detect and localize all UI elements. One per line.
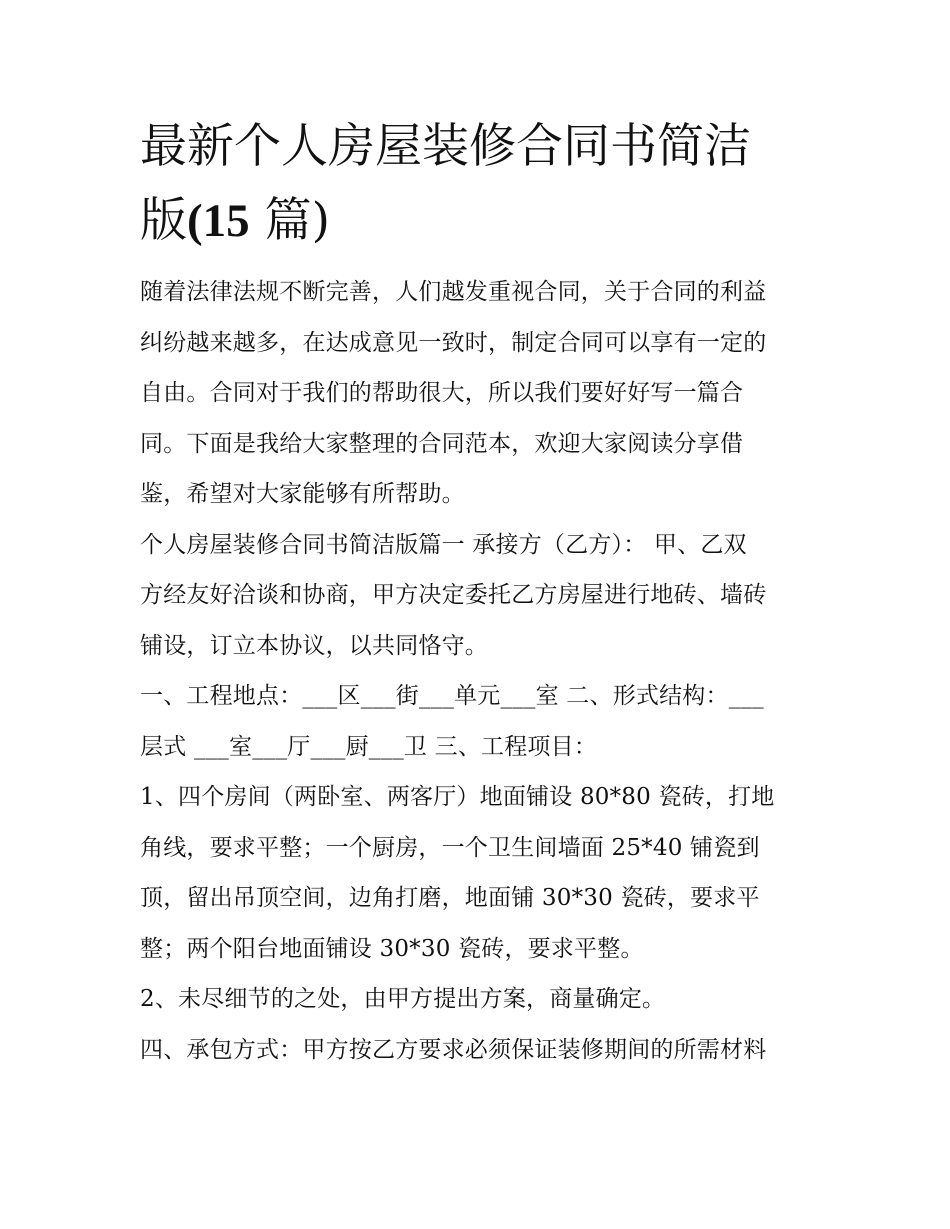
- document-page: [140, 110, 815, 1075]
- paragraph-line: 整；两个阳台地面铺设 30*30 瓷砖，要求平整。: [140, 935, 644, 962]
- title-line-2: [140, 184, 815, 258]
- paragraph-2: [140, 520, 815, 672]
- paragraph-4: [140, 772, 815, 974]
- document-body: [140, 267, 815, 1075]
- paragraph-line: 一、工程地点：___区___街___单元___室 二、形式结构：___: [140, 683, 764, 709]
- paragraph-6: [140, 1025, 815, 1076]
- paragraph-line: 铺设，订立本协议，以共同恪守。: [140, 632, 488, 659]
- paragraph-line: 顶，留出吊顶空间，边角打磨，地面铺 30*30 瓷砖，要求平: [140, 885, 760, 911]
- paragraph-line: 纠纷越来越多，在达成意见一致时，制定合同可以享有一定的: [140, 329, 767, 356]
- paragraph-line: 2、未尽细节的之处，由甲方提出方案，商量确定。: [140, 986, 666, 1012]
- title-line-2-prefix: 版: [140, 193, 187, 248]
- paragraph-line: 自由。合同对于我们的帮助很大，所以我们要好好写一篇合: [140, 380, 744, 406]
- paragraph-line: 层式 ___室___厅___厨___卫 三、工程项目：: [140, 733, 598, 760]
- title-line-2-bold: (15: [187, 195, 250, 247]
- paragraph-line: 鉴，希望对大家能够有所帮助。: [140, 481, 465, 507]
- paragraph-line: 个人房屋装修合同书简洁版篇一 承接方（乙方）： 甲、乙双: [140, 531, 747, 558]
- paragraph-line: 随着法律法规不断完善，人们越发重视合同，关于合同的利益: [140, 279, 767, 305]
- paragraph-3: [140, 671, 815, 772]
- paragraph-line: 1、四个房间（两卧室、两客厅）地面铺设 80*80 瓷砖，打地: [140, 784, 775, 810]
- paragraph-1: [140, 267, 815, 520]
- title-line-1: 最新个人房屋装修合同书简洁: [140, 119, 751, 174]
- paragraph-5: [140, 974, 815, 1025]
- paragraph-line: 方经友好洽谈和协商，甲方决定委托乙方房屋进行地砖、墙砖: [140, 582, 767, 608]
- paragraph-line: 角线，要求平整；一个厨房，一个卫生间墙面 25*40 铺瓷到: [140, 834, 760, 861]
- document-title: [140, 110, 815, 258]
- paragraph-line: 同。下面是我给大家整理的合同范本，欢迎大家阅读分享借: [140, 430, 744, 457]
- title-line-2-suffix: 篇): [264, 193, 330, 248]
- paragraph-line: 四、承包方式：甲方按乙方要求必须保证装修期间的所需材料: [140, 1036, 767, 1063]
